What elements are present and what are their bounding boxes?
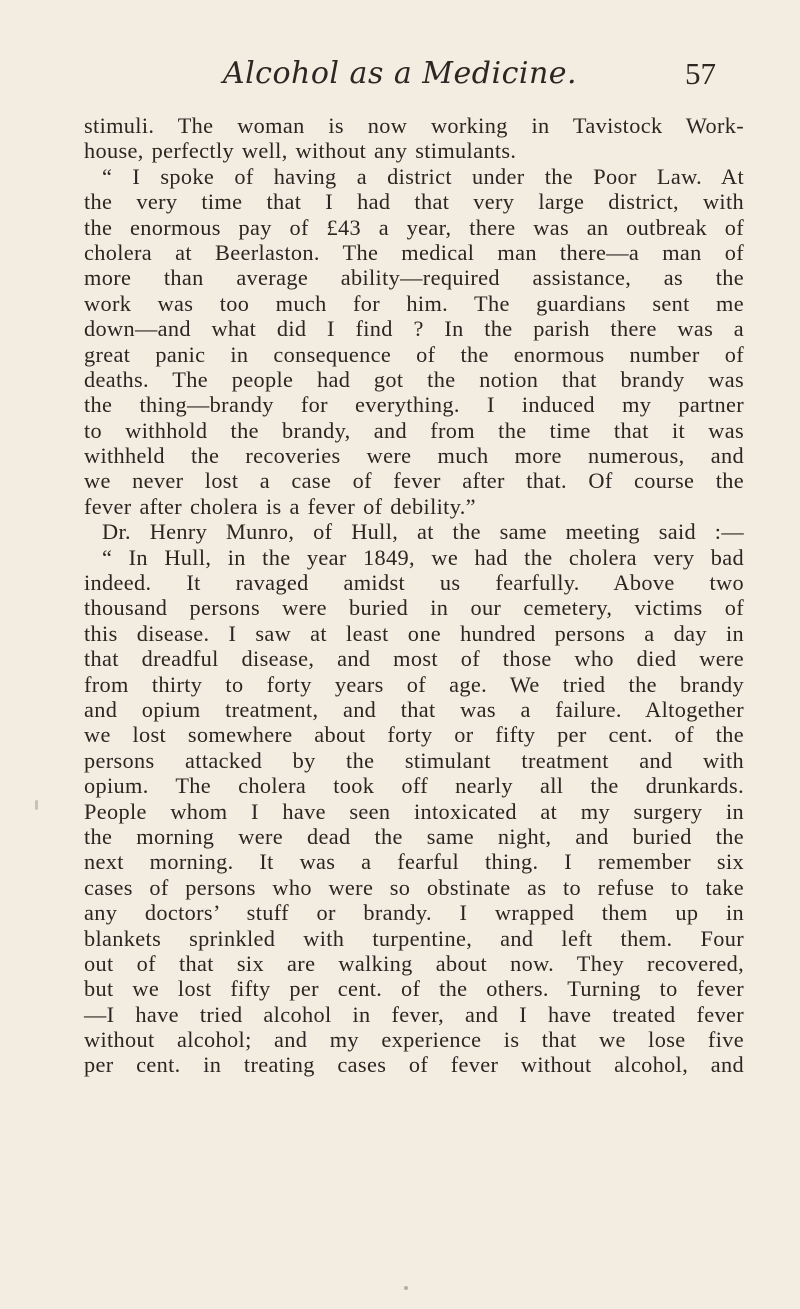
text-line: this disease. I saw at least one hundred persons a day in [84,620,744,646]
text-line: we never lost a case of fever after that. Of course the [84,468,744,494]
text-line: great panic in consequence of the enormous number of [84,341,744,367]
text-line: more than average ability—required assistance, as the [84,265,744,291]
running-title: Alcohol as a Medicine. [222,56,578,91]
text-line: indeed. It ravaged amidst us fearfully. Above two [84,570,744,596]
page-number: 57 [685,56,716,91]
text-line: we lost somewhere about forty or fifty per cent. of the [84,722,744,748]
text-line: opium. The cholera took off nearly all the drunkards. [84,773,744,799]
text-line: but we lost fifty per cent. of the others. Turning to fever [84,976,744,1002]
text-line: any doctors’ stuff or brandy. I wrapped them up in [84,900,744,926]
text-line: blankets sprinkled with turpentine, and left them. Four [84,925,744,951]
text-line: fever after cholera is a fever of debility.” [84,493,476,519]
text-line: thousand persons were buried in our cemetery, victims of [84,595,744,621]
text-line: stimuli. The woman is now working in Tavistock Work- [84,113,744,138]
body-text [84,113,744,1078]
text-line: out of that six are walking about now. They recovered, [84,950,744,976]
text-line: the very time that I had that very large district, with [84,189,744,215]
margin-smudge [35,800,38,810]
text-line: to withhold the brandy, and from the time that it was [84,417,744,443]
text-line: cholera at Beerlaston. The medical man there—a man of [84,239,744,265]
running-head [0,56,800,100]
text-line: —I have tried alcohol in fever, and I have treated fever [84,1001,744,1027]
text-line: the thing—brandy for everything. I induced my partner [84,392,744,418]
text-line: deaths. The people had got the notion that brandy was [84,366,744,392]
text-line: without alcohol; and my experience is that we lose five [84,1027,744,1053]
text-line: that dreadful disease, and most of those who died were [84,646,744,672]
text-line: house, perfectly well, without any stimulants. [84,138,517,164]
text-line: withheld the recoveries were much more numerous, and [84,443,744,469]
text-line: from thirty to forty years of age. We tried the brandy [84,671,744,697]
ink-speck [404,1286,408,1290]
text-line: Dr. Henry Munro, of Hull, at the same meeting said :— [102,519,744,545]
text-line: “ I spoke of having a district under the Poor Law. At [102,163,744,189]
text-line: down—and what did I find ? In the parish there was a [84,316,744,342]
text-line: work was too much for him. The guardians sent me [84,290,744,316]
text-line: People whom I have seen intoxicated at my surgery in [84,798,744,824]
text-line: the morning were dead the same night, and buried the [84,823,744,849]
text-line: “ In Hull, in the year 1849, we had the cholera very bad [102,544,744,570]
text-line: and opium treatment, and that was a failure. Altogether [84,696,744,722]
text-line: persons attacked by the stimulant treatment and with [84,747,744,773]
text-line: cases of persons who were so obstinate as to refuse to take [84,874,744,900]
text-line: per cent. in treating cases of fever without alcohol, and [84,1052,744,1078]
text-line: next morning. It was a fearful thing. I remember six [84,849,744,875]
text-line: the enormous pay of £43 a year, there was an outbreak of [84,214,744,240]
